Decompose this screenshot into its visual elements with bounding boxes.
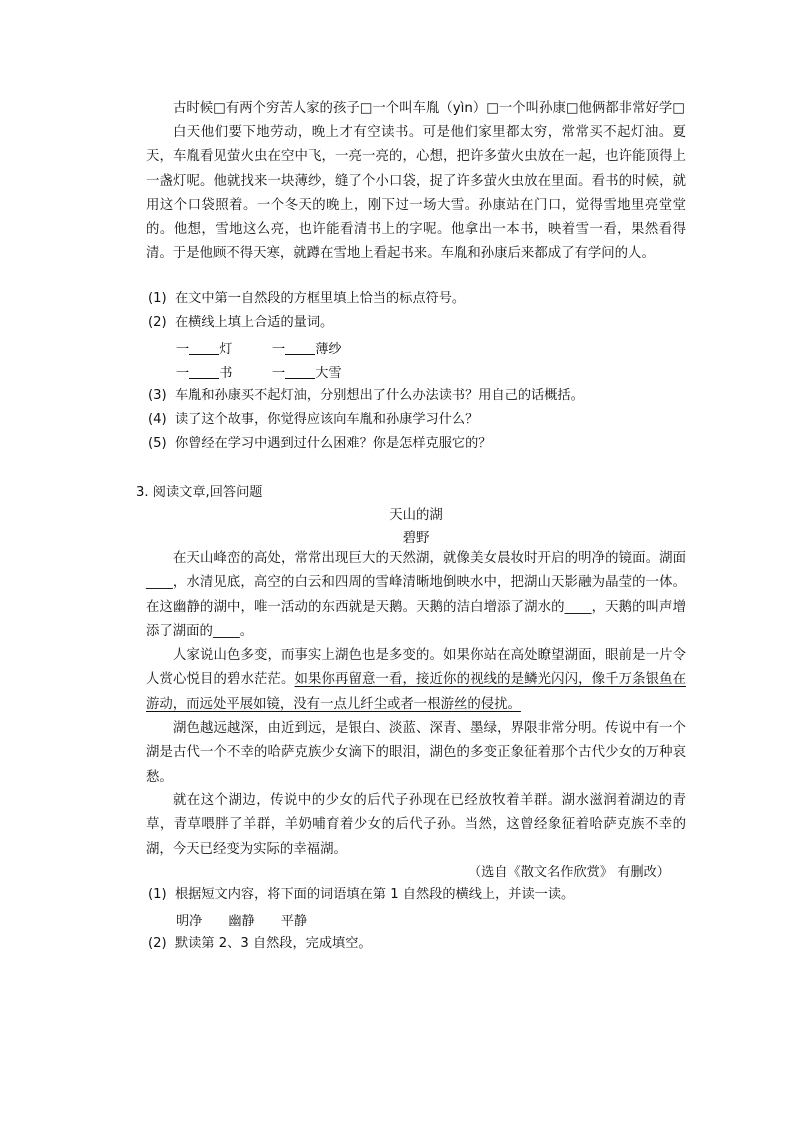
question-text: 读了这个故事，你觉得应该向车胤和孙康学习什么？ [175, 412, 479, 427]
article-paragraph-4: 就在这个湖边，传说中的少女的后代子孙现在已经放牧着羊群。湖水滋润着湖边的青草，青草喂胖了羊群，羊奶哺育着少女的后代子孙。当然，这曾经象征着哈萨克族不幸的湖，今天已经变为实际的幸福湖。 [146, 793, 686, 857]
question-text: 在文中第一自然段的方框里填上恰当的标点符号。 [175, 291, 466, 306]
question-number: (5) [148, 436, 167, 451]
underlined-sentence: 如果你再留意一看，接近你的视线的是鳞光闪闪，像千万条银鱼在游动，而远处平展如镜，没有一点儿纤尘或者一根游丝的侵扰。 [146, 672, 686, 712]
article-paragraph-2: 人家说山色多变，而事实上湖色也是多变的。如果你站在高处瞭望湖面，眼前是一片令人赏心悦目的碧水茫茫。如果你再留意一看，接近你的视线的是鳞光闪闪，像千万条银鱼在游动，而远处平展如镜，没有一点儿纤尘或者一根游丝的侵扰。 [146, 648, 686, 712]
question-1-3 [148, 386, 584, 406]
question-number: (3) [148, 388, 167, 403]
measure-word-blank-3: 一 书 [176, 366, 233, 381]
question-1-5 [148, 434, 492, 454]
article-author: 碧野 [402, 531, 430, 546]
word-bank [176, 910, 333, 929]
question-number: (2) [148, 315, 167, 330]
question-1-1 [148, 289, 465, 309]
section-3-heading: 3. 阅读文章,回答问题 [136, 485, 263, 500]
measure-word-blank-2: 一 薄纱 [272, 342, 342, 357]
question-text: 在横线上填上合适的量词。 [175, 315, 334, 330]
question-number: (1) [148, 887, 167, 902]
question-number: (4) [148, 412, 167, 427]
question-number: (1) [148, 291, 167, 306]
source-note: （选自《散文名作欣赏》 有删改） [467, 865, 670, 880]
word-item: 明净 [176, 914, 203, 929]
answer-blank[interactable] [285, 340, 315, 355]
story-paragraph-1: 古时候□有两个穷苦人家的孩子□一个叫车胤（yìn）□一个叫孙康□他俩都非常好学□ [173, 101, 685, 116]
story-paragraph-2: 白天他们要下地劳动，晚上才有空读书。可是他们家里都太穷，常常买不起灯油。夏天，车胤看见萤火虫在空中飞，一亮一亮的，心想，把许多萤火虫放在一起，也许能顶得上一盏灯呢。他就找来一块薄纱，缝了个小口袋，捉了许多萤火虫放在里面。看书的时候，就用这个口袋照着。一个冬天的晚上，刚下过一场大雪。孙康站在门口，觉得雪地里亮堂堂的。他想，雪地这么亮，也许能看清书上的字呢。他拿出一本书，映着雪一看，果然看得清。于是他顾不得天寒，就蹲在雪地上看起书来。车胤和孙康后来都成了有学问的人。 [146, 125, 686, 262]
answer-blank[interactable] [189, 364, 219, 379]
question-1-4 [148, 410, 478, 430]
question-text: 根据短文内容，将下面的词语填在第 1 自然段的横线上，并读一读。 [175, 887, 575, 902]
question-1-2 [148, 313, 333, 333]
article-paragraph-1: 在天山峰峦的高处，常常出现巨大的天然湖，就像美女晨妆时开启的明净的镜面。湖面____，水清见底，高空的白云和四周的雪峰清晰地倒映水中，把湖山天影融为晶莹的一体。在这幽静的湖中，唯一活动的东西就是天鹅。天鹅的洁白增添了湖水的____，天鹅的叫声增添了湖面的____。 [146, 551, 686, 639]
answer-blank[interactable] [189, 340, 219, 355]
question-text: 你曾经在学习中遇到过什么困难？你是怎样克服它的？ [175, 436, 492, 451]
article-title: 天山的湖 [389, 508, 443, 523]
measure-word-blank-4: 一 大雪 [272, 366, 342, 381]
word-item: 幽静 [228, 914, 255, 929]
question-3-1 [148, 885, 574, 905]
article-paragraph-3: 湖色越远越深，由近到远，是银白、淡蓝、深青、墨绿，界限非常分明。传说中有一个湖是古代一个不幸的哈萨克族少女滴下的眼泪，湖色的多变正象征着那个古代少女的万种哀愁。 [146, 721, 686, 785]
measure-word-blank-1: 一 灯 [176, 342, 233, 357]
question-text: 默读第 2、3 自然段，完成填空。 [175, 936, 372, 951]
question-3-2 [148, 934, 372, 954]
word-item: 平静 [280, 914, 308, 929]
answer-blank[interactable] [285, 364, 315, 379]
question-text: 车胤和孙康买不起灯油，分别想出了什么办法读书？用自己的话概括。 [175, 388, 584, 403]
question-number: (2) [148, 936, 167, 951]
